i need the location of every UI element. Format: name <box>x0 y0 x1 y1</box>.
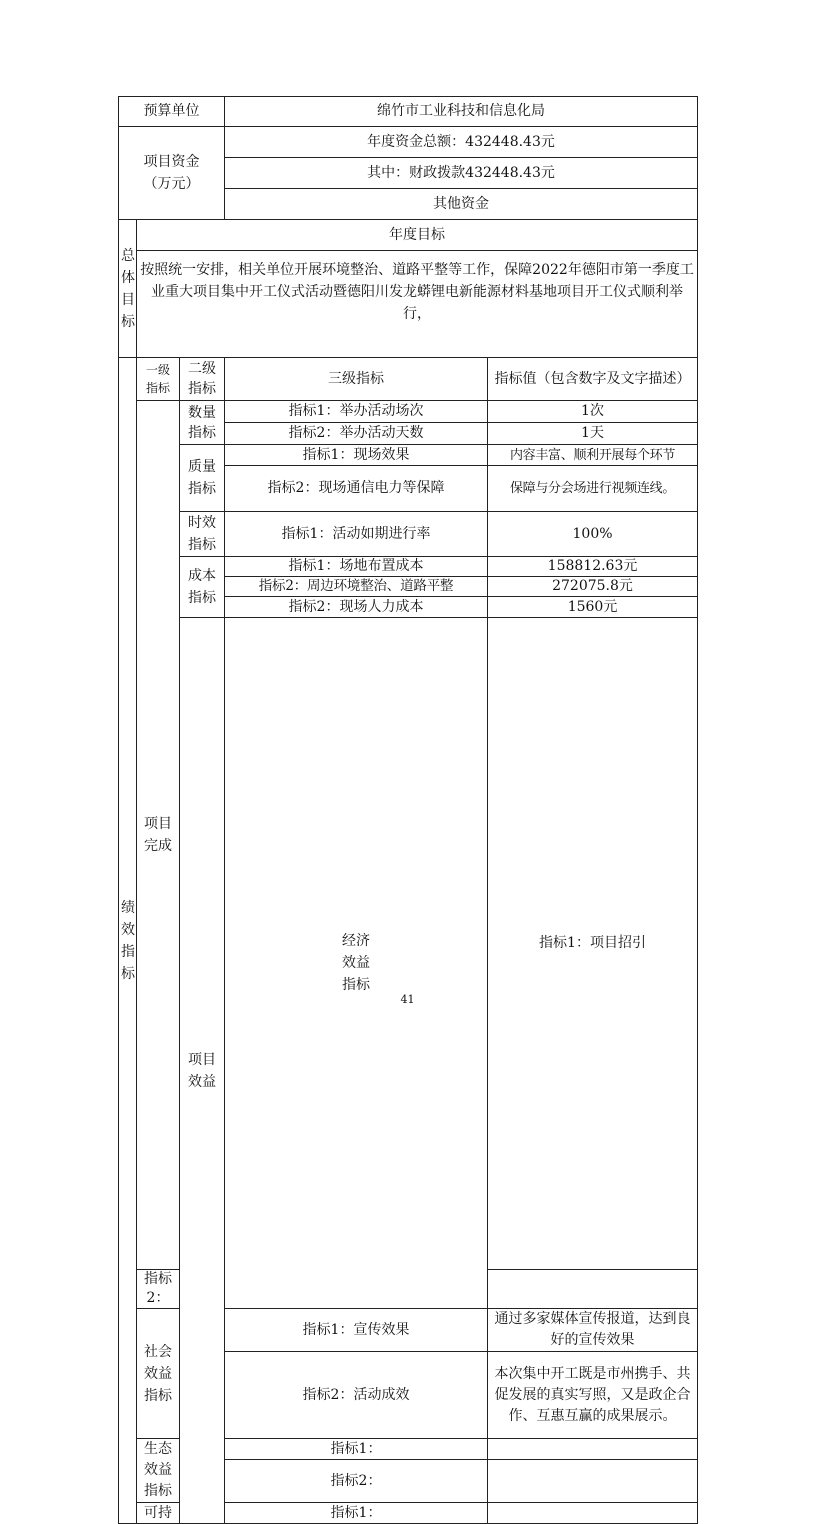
budget-unit-value: 绵竹市工业科技和信息化局 <box>225 97 698 127</box>
economic-indicator-2: 指标2： <box>137 1270 180 1309</box>
quantity-indicator-label <box>180 401 225 445</box>
level3-header: 三级指标 <box>225 358 488 401</box>
annual-goal-text: 按照统一安排，相关单位开展环境整治、道路平整等工作，保障2022年德阳市第一季度工业重大项目集中开工仪式活动暨德阳川发龙蟒锂电新能源材料基地项目开工仪式顺利举行， <box>137 251 698 358</box>
social-indicator-2-value: 本次集中开工既是市州携手、共促发展的真实写照，又是政企合作、互惠互赢的成果展示。 <box>488 1352 698 1439</box>
overall-goal-side-label-text: 总体目标 <box>121 247 135 330</box>
ecological-indicator-2: 指标2： <box>225 1460 488 1503</box>
cost-indicator-label <box>180 557 225 618</box>
ecological-indicator-1-value <box>488 1439 698 1460</box>
project-completion-label-text: 项目完成 <box>144 816 172 854</box>
sustainable-benefit-label: 可持 <box>137 1503 180 1524</box>
social-indicator-1-value: 通过多家媒体宣传报道，达到良好的宣传效果 <box>488 1309 698 1352</box>
timeliness-indicator-1-value: 100% <box>488 512 698 557</box>
performance-side-label-text: 绩效指标 <box>121 899 135 982</box>
cost-indicator-3-value: 1560元 <box>488 597 698 618</box>
performance-side-label <box>119 358 137 1524</box>
quality-indicator-label <box>180 445 225 512</box>
project-funds-label-text: 项目资金（万元） <box>143 154 200 192</box>
social-indicator-1: 指标1：宣传效果 <box>225 1309 488 1352</box>
ecological-benefit-label <box>137 1439 180 1503</box>
level2-header <box>180 358 225 401</box>
project-benefit-label <box>180 618 225 1524</box>
quality-indicator-2-value: 保障与分会场进行视频连线。 <box>488 466 698 512</box>
ecological-indicator-1: 指标1： <box>225 1439 488 1460</box>
level2-header-text: 二级指标 <box>188 361 216 397</box>
quality-indicator-label-text: 质量指标 <box>188 459 216 497</box>
other-funds: 其他资金 <box>225 189 698 220</box>
sustainable-indicator-1-value <box>488 1503 698 1524</box>
project-completion-label <box>137 401 180 1270</box>
cost-indicator-2-value: 272075.8元 <box>488 577 698 597</box>
economic-indicator-1: 指标1：项目招引 <box>488 618 698 1270</box>
overall-goal-side-label <box>119 220 137 358</box>
project-funds-label <box>119 127 225 220</box>
annual-goal-title: 年度目标 <box>137 220 698 251</box>
economic-indicator-2-value <box>488 1270 698 1309</box>
timeliness-indicator-label <box>180 512 225 557</box>
social-benefit-label <box>137 1309 180 1439</box>
ecological-indicator-2-value <box>488 1460 698 1503</box>
timeliness-indicator-1: 指标1：活动如期进行率 <box>225 512 488 557</box>
timeliness-indicator-label-text: 时效指标 <box>188 515 216 553</box>
cost-indicator-3: 指标2：现场人力成本 <box>225 597 488 618</box>
quality-indicator-1-value: 内容丰富、顺利开展每个环节 <box>488 445 698 466</box>
quality-indicator-1: 指标1：现场效果 <box>225 445 488 466</box>
ecological-benefit-label-text: 生态效益指标 <box>144 1441 172 1499</box>
sustainable-indicator-1: 指标1： <box>225 1503 488 1524</box>
performance-goal-table <box>118 96 698 1524</box>
cost-indicator-2: 指标2：周边环境整治、道路平整 <box>225 577 488 597</box>
economic-benefit-label-text: 经济效益指标 <box>342 933 371 993</box>
quantity-indicator-2: 指标2：举办活动天数 <box>225 423 488 445</box>
project-benefit-label-text: 项目效益 <box>188 1051 216 1090</box>
quantity-indicator-2-value: 1天 <box>488 423 698 445</box>
page-number: 41 <box>400 993 415 1006</box>
social-benefit-label-text: 社会效益指标 <box>144 1343 172 1404</box>
cost-indicator-label-text: 成本指标 <box>188 568 216 606</box>
quantity-indicator-label-text: 数量指标 <box>188 404 216 441</box>
budget-unit-label: 预算单位 <box>119 97 225 127</box>
quantity-indicator-1: 指标1：举办活动场次 <box>225 401 488 423</box>
annual-total-funds: 年度资金总额：432448.43元 <box>225 127 698 158</box>
quality-indicator-2: 指标2：现场通信电力等保障 <box>225 466 488 512</box>
cost-indicator-1-value: 158812.63元 <box>488 557 698 577</box>
cost-indicator-1: 指标1：场地布置成本 <box>225 557 488 577</box>
social-indicator-2: 指标2：活动成效 <box>225 1352 488 1439</box>
level1-header <box>137 358 180 401</box>
quantity-indicator-1-value: 1次 <box>488 401 698 423</box>
indicator-value-header: 指标值（包含数字及文字描述） <box>488 358 698 401</box>
fiscal-appropriation: 其中：财政拨款432448.43元 <box>225 158 698 189</box>
economic-benefit-label <box>225 618 488 1309</box>
level1-header-text: 一级指标 <box>145 363 170 395</box>
